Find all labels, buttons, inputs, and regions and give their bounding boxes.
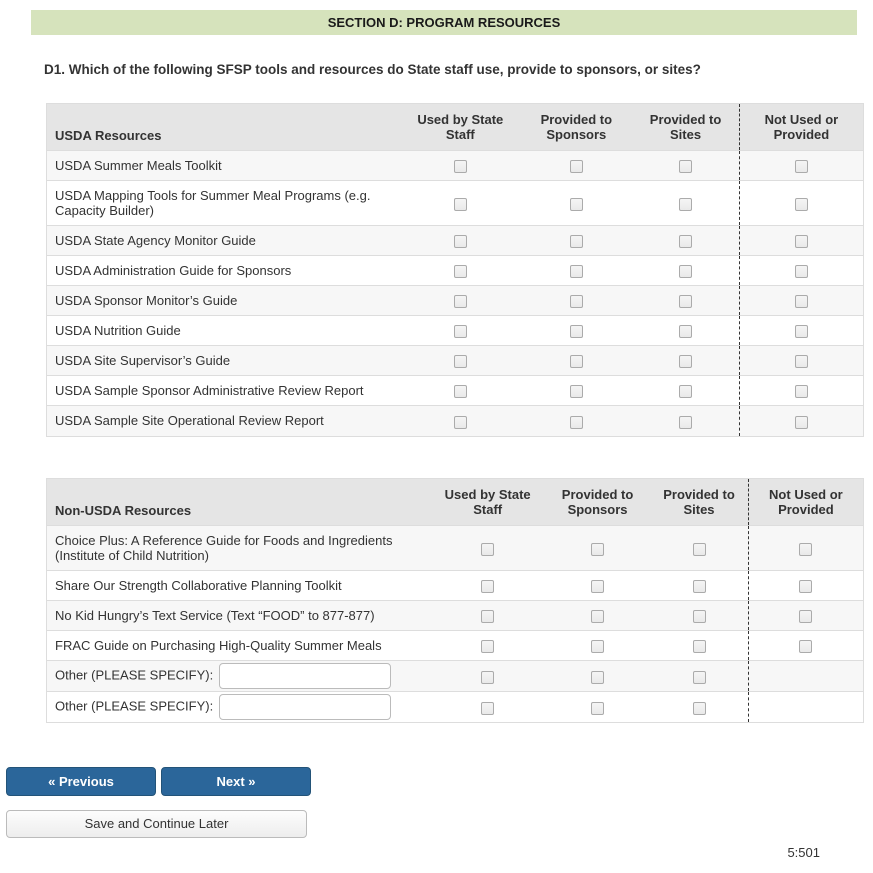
checkbox-not-used-or-provided[interactable] bbox=[795, 265, 808, 278]
checkbox-not-used-or-provided[interactable] bbox=[795, 235, 808, 248]
row-label: USDA Mapping Tools for Summer Meal Programs (e.g. Capacity Builder) bbox=[47, 181, 401, 226]
row-label: USDA Sponsor Monitor’s Guide bbox=[47, 286, 401, 316]
table-row bbox=[47, 181, 864, 226]
checkbox-used-by-state-staff[interactable] bbox=[481, 702, 494, 715]
checkbox-used-by-state-staff[interactable] bbox=[481, 543, 494, 556]
table-row bbox=[47, 151, 864, 181]
checkbox-provided-to-sites[interactable] bbox=[679, 235, 692, 248]
checkbox-provided-to-sponsors[interactable] bbox=[570, 416, 583, 429]
empty-cell bbox=[748, 661, 863, 692]
column-header-provided-to-sponsors: Provided to Sponsors bbox=[520, 104, 632, 151]
checkbox-provided-to-sponsors[interactable] bbox=[591, 610, 604, 623]
non-usda-resources-table bbox=[46, 478, 864, 723]
row-label: USDA Site Supervisor’s Guide bbox=[47, 346, 401, 376]
column-header-provided-to-sites: Provided to Sites bbox=[632, 104, 739, 151]
row-label: Share Our Strength Collaborative Planning Toolkit bbox=[47, 571, 431, 601]
other-specify-label: Other (PLEASE SPECIFY): bbox=[55, 667, 214, 683]
table-row bbox=[47, 526, 864, 571]
checkbox-provided-to-sponsors[interactable] bbox=[591, 671, 604, 684]
other-specify-input-1[interactable] bbox=[219, 663, 391, 689]
table-row bbox=[47, 226, 864, 256]
row-label: USDA Summer Meals Toolkit bbox=[47, 151, 401, 181]
checkbox-not-used-or-provided[interactable] bbox=[795, 416, 808, 429]
checkbox-not-used-or-provided[interactable] bbox=[795, 355, 808, 368]
checkbox-used-by-state-staff[interactable] bbox=[454, 295, 467, 308]
table-row bbox=[47, 571, 864, 601]
checkbox-provided-to-sponsors[interactable] bbox=[570, 385, 583, 398]
checkbox-provided-to-sponsors[interactable] bbox=[570, 198, 583, 211]
checkbox-provided-to-sponsors[interactable] bbox=[570, 160, 583, 173]
row-label: USDA Sample Sponsor Administrative Review Report bbox=[47, 376, 401, 406]
checkbox-not-used-or-provided[interactable] bbox=[795, 385, 808, 398]
column-header-used-by-state-staff: Used by State Staff bbox=[430, 479, 544, 526]
column-header-provided-to-sites: Provided to Sites bbox=[650, 479, 748, 526]
checkbox-provided-to-sites[interactable] bbox=[679, 416, 692, 429]
checkbox-provided-to-sites[interactable] bbox=[693, 610, 706, 623]
row-label: USDA Sample Site Operational Review Report bbox=[47, 406, 401, 436]
row-label: USDA State Agency Monitor Guide bbox=[47, 226, 401, 256]
checkbox-not-used-or-provided[interactable] bbox=[795, 325, 808, 338]
column-header-not-used-or-provided: Not Used or Provided bbox=[748, 479, 863, 526]
row-label: USDA Nutrition Guide bbox=[47, 316, 401, 346]
table-row bbox=[47, 346, 864, 376]
checkbox-provided-to-sponsors[interactable] bbox=[570, 295, 583, 308]
usda-resources-table bbox=[46, 103, 864, 437]
checkbox-used-by-state-staff[interactable] bbox=[481, 580, 494, 593]
non-usda-table-header-row bbox=[47, 479, 864, 526]
table-row bbox=[47, 631, 864, 661]
table-row bbox=[47, 601, 864, 631]
checkbox-provided-to-sponsors[interactable] bbox=[570, 235, 583, 248]
usda-table-header-row bbox=[47, 104, 864, 151]
checkbox-used-by-state-staff[interactable] bbox=[481, 640, 494, 653]
table-row bbox=[47, 256, 864, 286]
checkbox-used-by-state-staff[interactable] bbox=[481, 610, 494, 623]
checkbox-provided-to-sponsors[interactable] bbox=[591, 640, 604, 653]
non-usda-table-title: Non-USDA Resources bbox=[47, 479, 431, 526]
checkbox-provided-to-sites[interactable] bbox=[693, 702, 706, 715]
checkbox-used-by-state-staff[interactable] bbox=[454, 325, 467, 338]
checkbox-used-by-state-staff[interactable] bbox=[454, 265, 467, 278]
table-row-other-2 bbox=[47, 692, 864, 723]
checkbox-used-by-state-staff[interactable] bbox=[454, 416, 467, 429]
checkbox-provided-to-sponsors[interactable] bbox=[591, 543, 604, 556]
checkbox-provided-to-sites[interactable] bbox=[679, 265, 692, 278]
next-button[interactable]: Next » bbox=[161, 767, 311, 796]
table-row bbox=[47, 316, 864, 346]
checkbox-not-used-or-provided[interactable] bbox=[795, 295, 808, 308]
save-continue-button[interactable]: Save and Continue Later bbox=[6, 810, 307, 838]
checkbox-not-used-or-provided[interactable] bbox=[799, 610, 812, 623]
checkbox-provided-to-sponsors[interactable] bbox=[591, 580, 604, 593]
table-row bbox=[47, 406, 864, 436]
checkbox-not-used-or-provided[interactable] bbox=[795, 160, 808, 173]
other-specify-label: Other (PLEASE SPECIFY): bbox=[55, 698, 214, 714]
checkbox-used-by-state-staff[interactable] bbox=[454, 385, 467, 398]
section-header-bar bbox=[31, 10, 857, 35]
empty-cell bbox=[748, 692, 863, 723]
checkbox-used-by-state-staff[interactable] bbox=[454, 235, 467, 248]
checkbox-not-used-or-provided[interactable] bbox=[795, 198, 808, 211]
checkbox-not-used-or-provided[interactable] bbox=[799, 580, 812, 593]
table-row bbox=[47, 376, 864, 406]
checkbox-provided-to-sponsors[interactable] bbox=[570, 355, 583, 368]
checkbox-provided-to-sites[interactable] bbox=[679, 295, 692, 308]
checkbox-provided-to-sites[interactable] bbox=[693, 580, 706, 593]
previous-button[interactable]: « Previous bbox=[6, 767, 156, 796]
section-header-title: SECTION D: PROGRAM RESOURCES bbox=[327, 15, 561, 30]
checkbox-provided-to-sponsors[interactable] bbox=[591, 702, 604, 715]
checkbox-provided-to-sites[interactable] bbox=[679, 198, 692, 211]
checkbox-provided-to-sites[interactable] bbox=[693, 671, 706, 684]
table-row-other-1 bbox=[47, 661, 864, 692]
usda-table-title: USDA Resources bbox=[47, 104, 401, 151]
checkbox-provided-to-sites[interactable] bbox=[679, 325, 692, 338]
column-header-used-by-state-staff: Used by State Staff bbox=[400, 104, 520, 151]
checkbox-not-used-or-provided[interactable] bbox=[799, 543, 812, 556]
table-row bbox=[47, 286, 864, 316]
question-text: D1. Which of the following SFSP tools and resources do State staff use, provide to sponsors, or sites? bbox=[44, 62, 701, 77]
checkbox-provided-to-sites[interactable] bbox=[679, 160, 692, 173]
checkbox-used-by-state-staff[interactable] bbox=[454, 160, 467, 173]
column-header-provided-to-sponsors: Provided to Sponsors bbox=[545, 479, 650, 526]
other-specify-input-2[interactable] bbox=[219, 694, 391, 720]
row-label: Choice Plus: A Reference Guide for Foods and Ingredients (Institute of Child Nutrition) bbox=[47, 526, 431, 571]
checkbox-provided-to-sites[interactable] bbox=[693, 543, 706, 556]
checkbox-provided-to-sites[interactable] bbox=[693, 640, 706, 653]
column-header-not-used-or-provided: Not Used or Provided bbox=[739, 104, 863, 151]
checkbox-provided-to-sponsors[interactable] bbox=[570, 325, 583, 338]
checkbox-used-by-state-staff[interactable] bbox=[454, 355, 467, 368]
page-indicator: 5:501 bbox=[787, 845, 820, 860]
row-label: FRAC Guide on Purchasing High-Quality Summer Meals bbox=[47, 631, 431, 661]
checkbox-used-by-state-staff[interactable] bbox=[454, 198, 467, 211]
checkbox-not-used-or-provided[interactable] bbox=[799, 640, 812, 653]
checkbox-provided-to-sponsors[interactable] bbox=[570, 265, 583, 278]
checkbox-provided-to-sites[interactable] bbox=[679, 385, 692, 398]
row-label: No Kid Hungry’s Text Service (Text “FOOD” to 877-877) bbox=[47, 601, 431, 631]
checkbox-used-by-state-staff[interactable] bbox=[481, 671, 494, 684]
checkbox-provided-to-sites[interactable] bbox=[679, 355, 692, 368]
row-label: USDA Administration Guide for Sponsors bbox=[47, 256, 401, 286]
